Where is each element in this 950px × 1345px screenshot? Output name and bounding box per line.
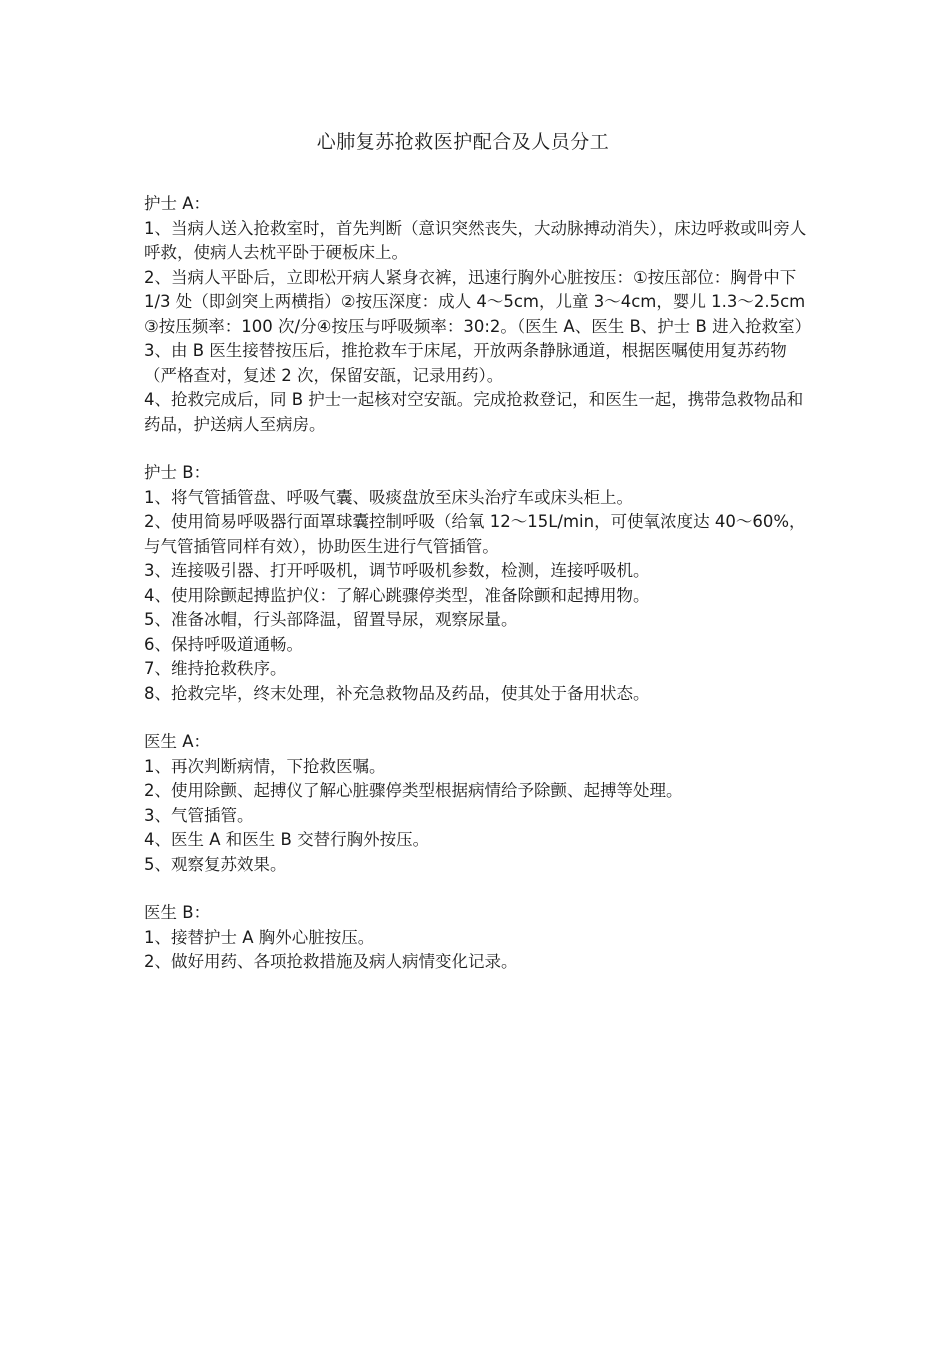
list-item: 3、连接吸引器、打开呼吸机，调节呼吸机参数，检测，连接呼吸机。: [144, 561, 650, 580]
list-item: 3、由 B 医生接替按压后，推抢救车于床尾，开放两条静脉通道，根据医嘱使用复苏药物（严格查对，复述 2 次，保留安瓿，记录用药）。: [144, 341, 787, 385]
section-heading: 医生 A：: [144, 732, 211, 751]
item-list: [144, 926, 814, 975]
list-item: 4、医生 A 和医生 B 交替行胸外按压。: [144, 830, 430, 849]
section-heading: 护士 A：: [144, 194, 211, 213]
list-item: 5、观察复苏效果。: [144, 854, 287, 874]
list-item: 4、使用除颤起搏监护仪：了解心跳骤停类型，准备除颤和起搏用物。: [144, 585, 650, 605]
section-doctor-b: [144, 901, 814, 975]
list-item: 2、做好用药、各项抢救措施及病人病情变化记录。: [144, 952, 518, 971]
list-item: 2、使用简易呼吸器行面罩球囊控制呼吸（给氧 12～15L/min，可使氧浓度达 40～60%，与气管插管同样有效），协助医生进行气管插管。: [144, 512, 806, 556]
item-list: [144, 217, 814, 438]
list-item: 1、再次判断病情，下抢救医嘱。: [144, 756, 386, 776]
list-item: 6、保持呼吸道通畅。: [144, 634, 303, 654]
document-body: [144, 192, 814, 999]
document-title: 心肺复苏抢救医护配合及人员分工: [316, 131, 610, 153]
item-list: [144, 486, 814, 707]
list-item: 1、接替护士 A 胸外心脏按压。: [144, 927, 375, 947]
list-item: 4、抢救完成后，同 B 护士一起核对空安瓿。完成抢救登记，和医生一起，携带急救物品和药品，护送病人至病房。: [144, 390, 804, 434]
section-nurse-a: [144, 192, 814, 437]
list-item: 8、抢救完毕，终末处理，补充急救物品及药品，使其处于备用状态。: [144, 683, 650, 703]
list-item: 2、使用除颤、起搏仪了解心脏骤停类型根据病情给予除颤、起搏等处理。: [144, 781, 683, 800]
list-item: 7、维持抢救秩序。: [144, 659, 287, 678]
item-list: [144, 755, 814, 878]
list-item: 3、气管插管。: [144, 805, 254, 825]
section-nurse-b: [144, 461, 814, 706]
section-doctor-a: [144, 730, 814, 877]
list-item: 1、当病人送入抢救室时，首先判断（意识突然丧失，大动脉搏动消失），床边呼救或叫旁人呼救，使病人去枕平卧于硬板床上。: [144, 218, 807, 262]
list-item: 1、将气管插管盘、呼吸气囊、吸痰盘放至床头治疗车或床头柜上。: [144, 487, 633, 507]
section-heading: 医生 B：: [144, 903, 211, 922]
list-item: 2、当病人平卧后，立即松开病人紧身衣裤，迅速行胸外心脏按压：①按压部位：胸骨中下 1/3 处（即剑突上两横指）②按压深度：成人 4～5cm，儿童 3～4cm，婴儿 1.3～2.5cm③按压频率：100 次/分④按压与呼吸频率：30:2。（医生 A、医生 B、护士 B 进入抢救室）: [144, 267, 812, 336]
section-heading: 护士 B：: [144, 463, 211, 482]
list-item: 5、准备冰帽，行头部降温，留置导尿，观察尿量。: [144, 610, 518, 629]
